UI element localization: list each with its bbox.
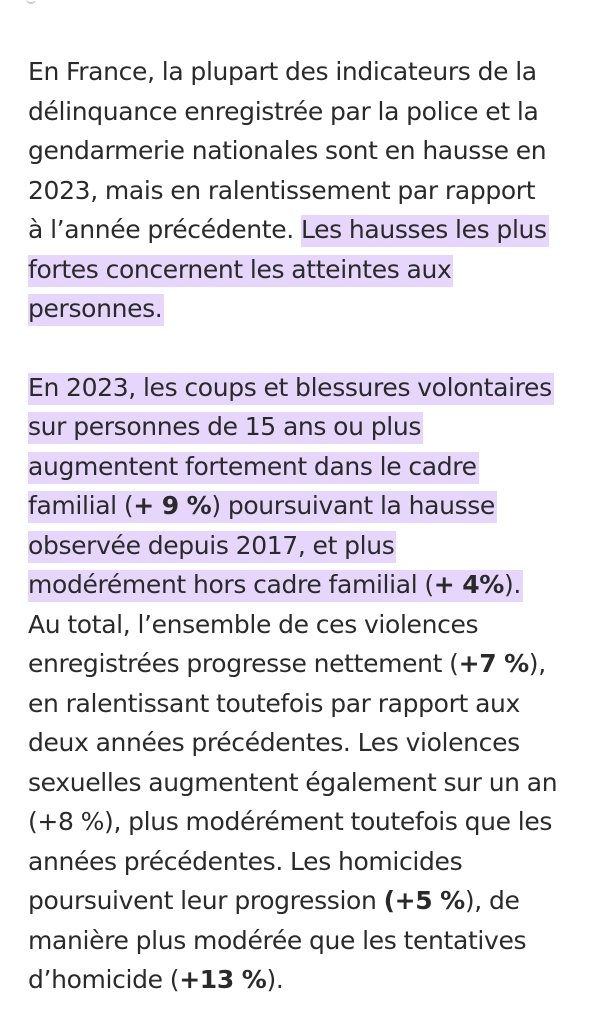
- p2-line-3: augmentent fortement dans le cadre: [28, 451, 477, 481]
- p2-line-14a: poursuivent leur progression: [28, 886, 384, 915]
- p2-line-8c: ),: [528, 649, 546, 678]
- stat-total-violence: +7 %: [458, 649, 529, 678]
- p2-line-16a: d’homicide (: [28, 965, 180, 994]
- article-body: [28, 52, 578, 1000]
- p2-line-8a: enregistrées progresse nettement (: [28, 649, 459, 678]
- p2-line-15: manière plus modérée que les tentatives: [28, 925, 527, 955]
- p2-line-12: (+8 %), plus modérément toutefois que les: [28, 807, 553, 836]
- stat-homicide: (+5 %: [383, 886, 465, 915]
- p2-line-5: observée depuis 2017, et plus: [28, 530, 395, 560]
- highlight-line-1: Les hausses les plus: [301, 215, 549, 247]
- p2-line-9: en ralentissant toutefois par rapport aux: [28, 688, 520, 718]
- highlight-line-3: personnes.: [28, 294, 164, 326]
- p2-line-14c: ), de: [464, 886, 520, 915]
- p2-line-16c: ).: [266, 965, 284, 994]
- stat-nonfamily-violence: + 4%: [433, 570, 504, 599]
- highlight-line-4: [28, 373, 554, 603]
- paragraph-1: [28, 52, 578, 329]
- p1-line-2: délinquance enregistrée par la police et la: [28, 96, 539, 126]
- p1-line-5: à l’année précédente.: [28, 215, 294, 244]
- p1-line-1: En France, la plupart des indicateurs de la: [28, 57, 537, 86]
- p2-line-7: Au total, l’ensemble de ces violences: [28, 609, 479, 639]
- highlight-line-2: fortes concernent les atteintes aux: [28, 255, 453, 287]
- stat-attempted-homicide: +13 %: [179, 965, 267, 994]
- stat-family-violence: + 9 %: [133, 491, 212, 520]
- scroll-edge-mark: [26, 0, 36, 4]
- p1-line-3: gendarmerie nationales sont en hausse en: [28, 136, 547, 165]
- paragraph-2: [28, 368, 578, 1000]
- p2-line-1: En 2023, les coups et blessures volontaires: [28, 372, 552, 402]
- p1-line-4: 2023, mais en ralentissement par rapport: [28, 175, 536, 205]
- p2-line-6c: ).: [504, 570, 522, 599]
- p2-line-6a: modérément hors cadre familial (: [28, 570, 434, 599]
- p2-line-4a: familial (: [28, 491, 134, 520]
- p2-line-2: sur personnes de 15 ans ou plus: [28, 412, 421, 441]
- p2-line-13: années précédentes. Les homicides: [28, 846, 463, 876]
- p2-line-11: sexuelles augmentent également sur un an: [28, 767, 558, 797]
- p2-line-4c: ) poursuivant la hausse: [211, 491, 495, 520]
- p2-line-10: deux années précédentes. Les violences: [28, 728, 520, 757]
